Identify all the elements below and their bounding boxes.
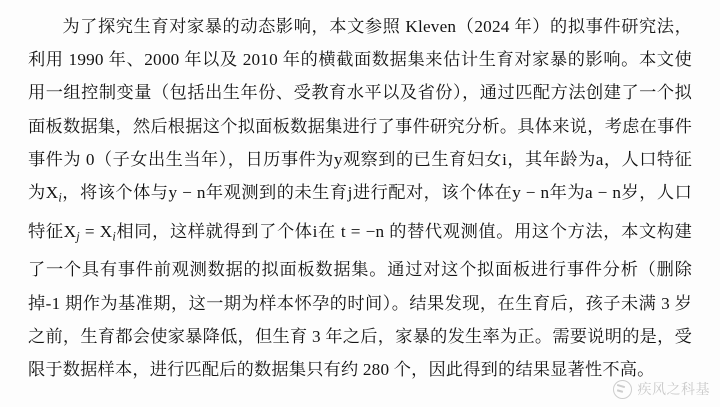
watermark	[613, 379, 711, 399]
article-body	[28, 10, 692, 386]
subscript-i-2: i	[112, 229, 116, 244]
zhihu-logo-icon	[613, 380, 632, 399]
paragraph-segment-3: = X	[79, 221, 113, 241]
paragraph-segment-4: 相同，这样就得到了个体i在 t = −n 的替代观测值。用这个方法，本文构建了一个具有事件前观测数据的拟面板数据集。通过对这个拟面板进行事件分析（删除掉-1 期作为基准期，这一期为样本怀孕的时间）。结果发现，在生育后，孩子未满 3 岁之前，生育都会使家暴降低，但生育 3 年之后，家暴的发生率为正。需要说明的是，受限于数据样本，进行匹配后的数据集只有约 280 个，因此得到的结果显著性不高。	[28, 221, 693, 379]
paragraph-segment-1: 为了探究生育对家暴的动态影响，本文参照 Kleven（2024 年）的拟事件研究法，利用 1990 年、2000 年以及 2010 年的横截面数据集来估计生育对家暴的影响。本文使用一组控制变量（包括出生年份、受教育水平以及省份），通过匹配方法创建了一个拟面板数据集，然后根据这个拟面板数据集进行了事件研究分析。具体来说，考虑在事件事件为 0（子女出生当年），日历事件为y观察到的已生育妇女i，其年龄为a，人口特征为X	[28, 17, 692, 203]
subscript-i-1: i	[58, 190, 62, 205]
watermark-label: 疾风之科基	[637, 381, 710, 397]
paragraph-segment-2: ，将该个体与y − n年观测到的未生育j进行配对，该个体在y − n年为a − n岁，人口特征X	[28, 183, 692, 241]
paragraph-1	[28, 10, 692, 386]
subscript-j: j	[76, 229, 80, 244]
